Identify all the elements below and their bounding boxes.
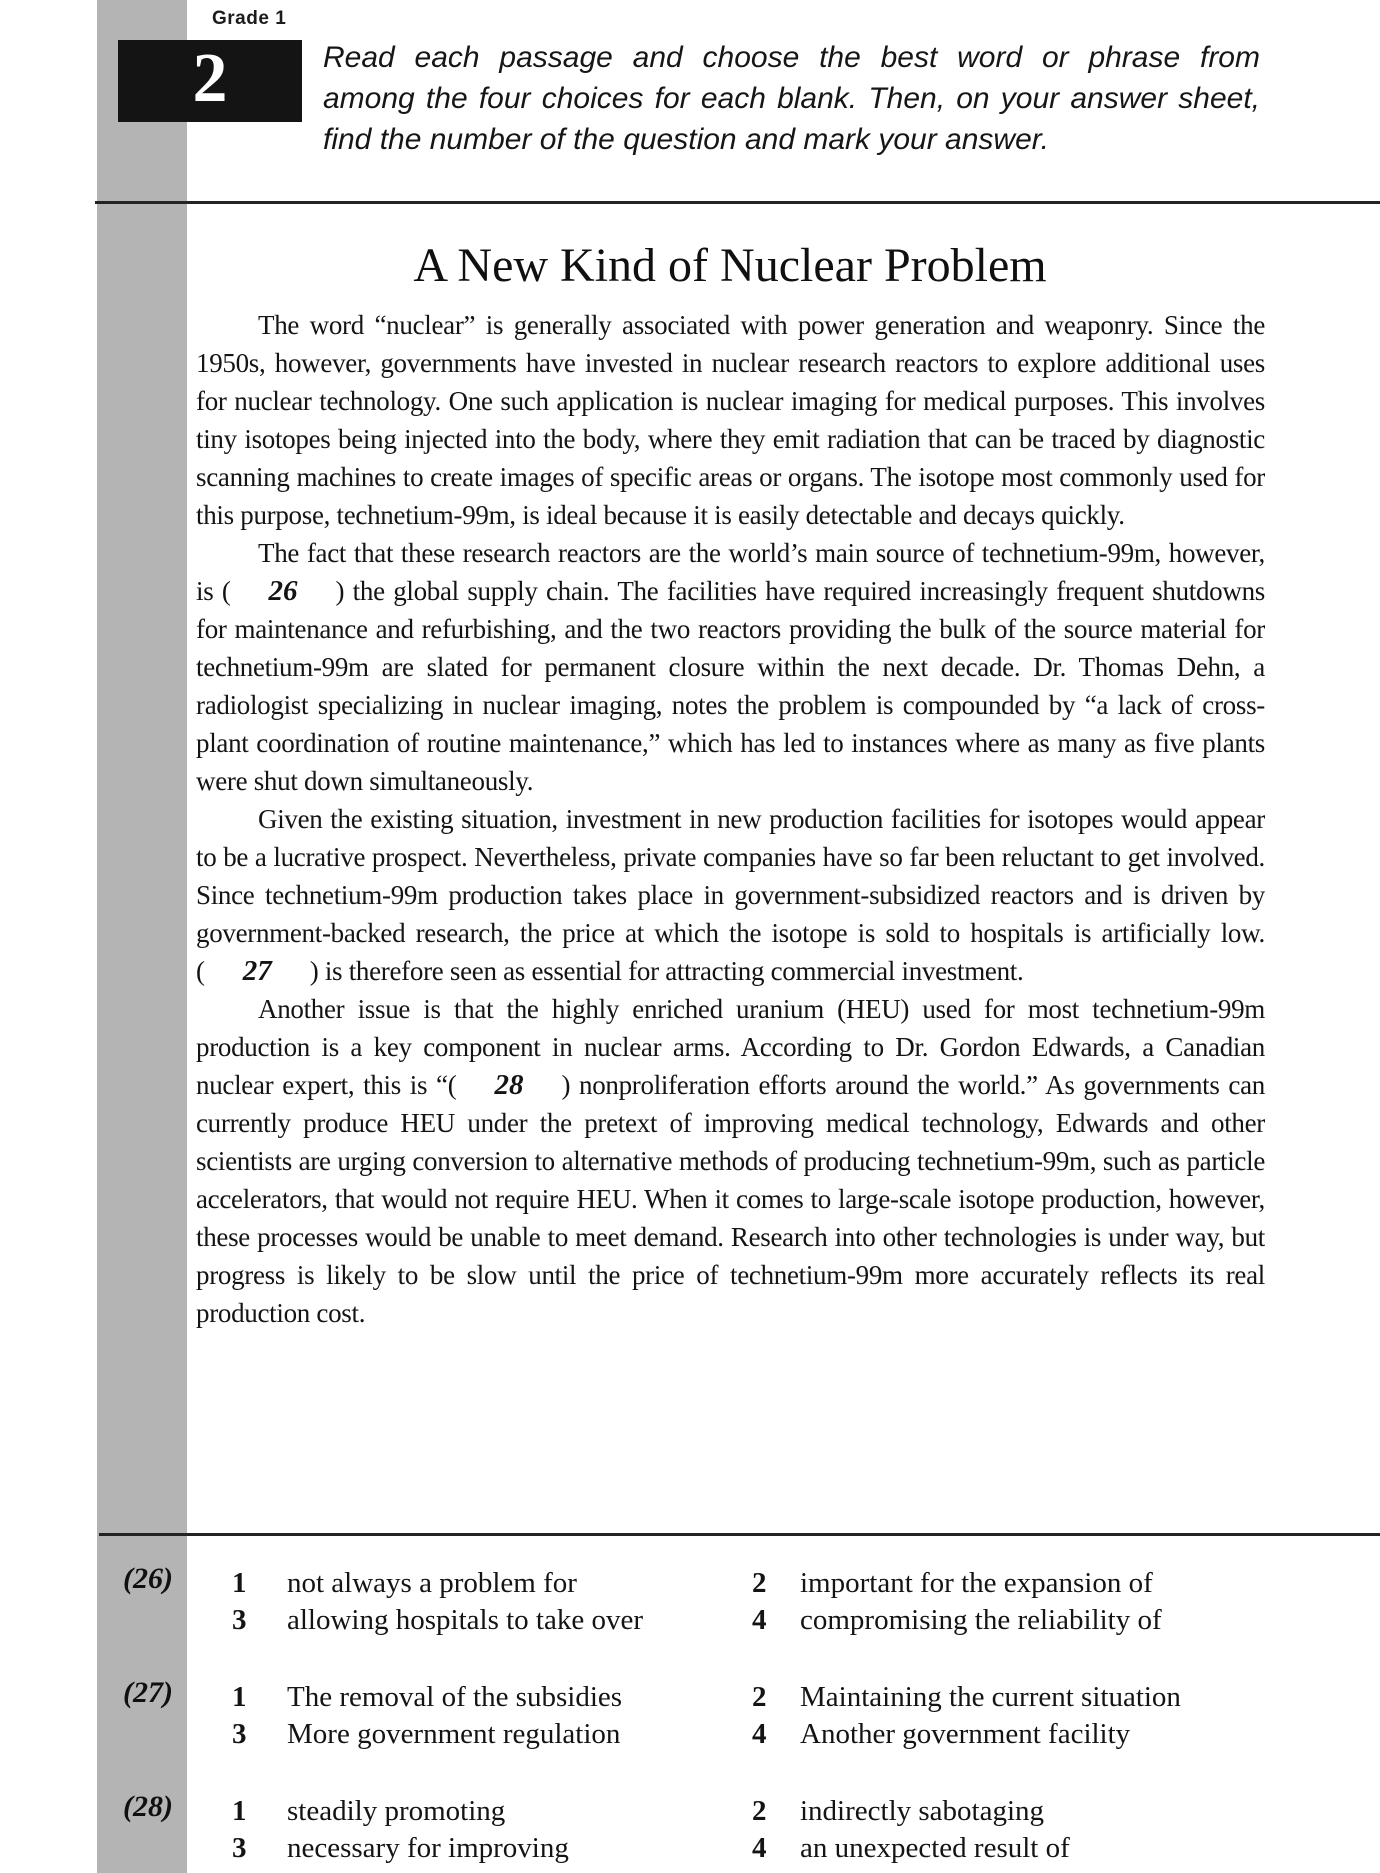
passage-paragraph: Given the existing situation, investment in new production facilities for isotopes would appear to be a lucrative prospect. Nevertheless, private companies have so far been reluctant to get involved. Since technetium-99m production takes place in government-subsidized reactors and is driven by government-backed research, the price at which the isotope is sold to hospitals is artificially low. ( 27 ) is therefore seen as essential for attracting commercial investment. <box>196 804 1265 987</box>
questions-section <box>0 1562 1380 1873</box>
choice-number: 2 <box>752 1795 767 1827</box>
passage-paragraph: Another issue is that the highly enriched uranium (HEU) used for most technetium-99m production is a key component in nuclear arms. According to Dr. Gordon Edwards, a Canadian nuclear expert, this is “( 28 ) nonproliferation efforts around the world.” As governments can currently produce HEU under the pretext of improving medical technology, Edwards and other scientists are urging conversion to alternative methods of producing technetium-99m, such as particle accelerators, that would not require HEU. When it comes to large-scale isotope production, however, these processes would be unable to meet demand. Research into other technologies is under way, but progress is likely to be slow until the price of technetium-99m more accurately reflects its real production cost. <box>196 994 1265 1328</box>
instruction-line: find the number of the question and mark your answer. <box>323 123 1049 156</box>
question-27 <box>0 1676 1380 1753</box>
question-label: (26) <box>123 1562 173 1595</box>
instruction-line: Read each passage and choose the best word or phrase from <box>323 41 1260 74</box>
blank-26: ( 26 ) <box>221 575 345 607</box>
choice-text: The removal of the subsidies <box>287 1681 623 1713</box>
choice-text: compromising the reliability of <box>800 1604 1162 1636</box>
choice-number: 4 <box>752 1718 767 1750</box>
choice-number: 2 <box>752 1681 767 1713</box>
choices <box>232 1793 1265 1867</box>
section-number: 2 <box>192 40 228 117</box>
passage-body <box>196 306 1265 1521</box>
choice-number: 3 <box>232 1832 247 1864</box>
blank-number: 28 <box>494 1069 524 1101</box>
choice-text: necessary for improving <box>287 1832 569 1864</box>
choice-text: More government regulation <box>287 1718 621 1750</box>
choice-text: allowing hospitals to take over <box>287 1604 643 1636</box>
choice-number: 1 <box>232 1795 247 1827</box>
choice-number: 1 <box>232 1567 247 1599</box>
choice-text: Maintaining the current situation <box>800 1681 1181 1713</box>
choice-number: 4 <box>752 1604 767 1636</box>
question-26 <box>0 1562 1380 1639</box>
choices <box>232 1565 1265 1639</box>
choice-number: 4 <box>752 1832 767 1864</box>
choice-text: not always a problem for <box>287 1567 577 1599</box>
section-number-box <box>118 40 302 122</box>
choice-text: indirectly sabotaging <box>800 1795 1045 1827</box>
blank-27: ( 27 ) <box>196 955 319 987</box>
choice-number: 2 <box>752 1567 767 1599</box>
instruction-line: among the four choices for each blank. Then, on your answer sheet, <box>323 82 1260 115</box>
choice-number: 3 <box>232 1604 247 1636</box>
blank-number: 26 <box>268 575 298 607</box>
questions-divider <box>99 1533 1380 1536</box>
passage-paragraph: The word “nuclear” is generally associated with power generation and weaponry. Since the 1950s, however, governments have invested in nuclear research reactors to explore additional uses for nuclear technology. One such application is nuclear imaging for medical purposes. This involves tiny isotopes being injected into the body, where they emit radiation that can be traced by diagnostic scanning machines to create images of specific areas or organs. The isotope most commonly used for this purpose, technetium-99m, is ideal because it is easily detectable and decays quickly. <box>196 310 1265 530</box>
blank-number: 27 <box>242 955 272 987</box>
grade-label: Grade 1 <box>212 8 287 29</box>
choice-number: 1 <box>232 1681 247 1713</box>
question-label: (28) <box>123 1790 173 1823</box>
question-28 <box>0 1790 1380 1867</box>
passage-title: A New Kind of Nuclear Problem <box>413 239 1047 292</box>
instructions <box>323 37 1260 160</box>
question-label: (27) <box>123 1676 173 1709</box>
choices <box>232 1679 1265 1753</box>
choice-text: important for the expansion of <box>800 1567 1153 1599</box>
blank-28: ( 28 ) <box>447 1069 571 1101</box>
choice-text: Another government facility <box>800 1718 1131 1750</box>
choice-text: an unexpected result of <box>800 1832 1070 1864</box>
choice-text: steadily promoting <box>287 1795 506 1827</box>
header-divider <box>95 201 1380 204</box>
choice-number: 3 <box>232 1718 247 1750</box>
passage-paragraph: The fact that these research reactors are the world’s main source of technetium-99m, however, is ( 26 ) the global supply chain. The facilities have required increasingly frequent shutdowns for maintenance and refurbishing, and the two reactors providing the bulk of the source material for technetium-99m are slated for permanent closure within the next decade. Dr. Thomas Dehn, a radiologist specializing in nuclear imaging, notes the problem is compounded by “a lack of cross-plant coordination of routine maintenance,” which has led to instances where as many as five plants were shut down simultaneously. <box>196 538 1265 796</box>
